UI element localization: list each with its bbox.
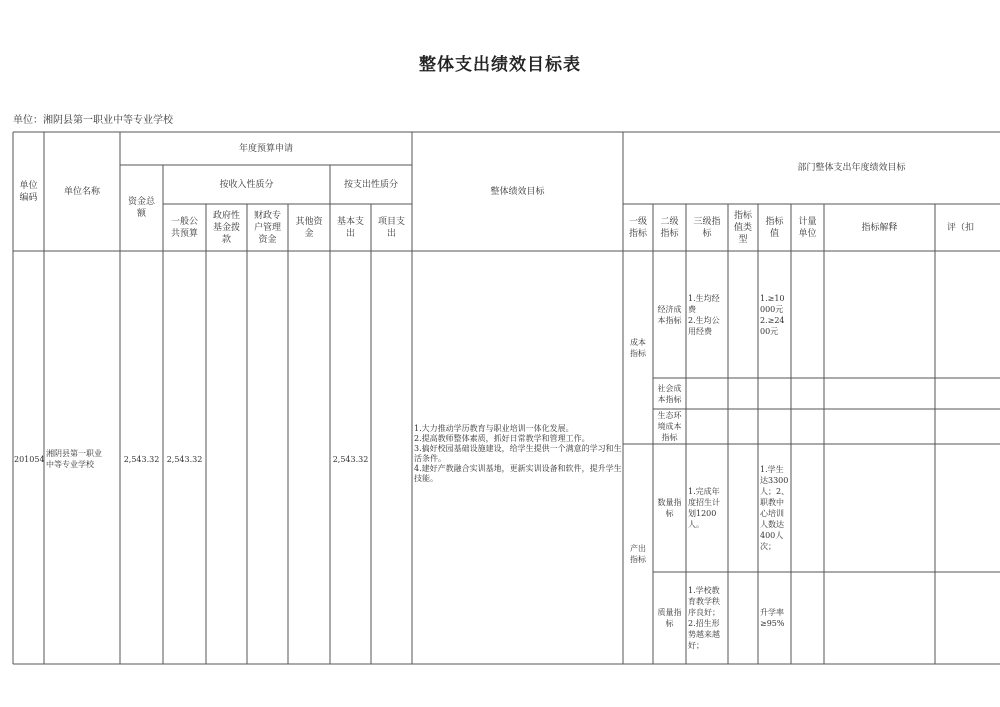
level2-economic-cost: 经济成 本指标 [657,304,682,325]
header-indicator-explain: 指标解释 [861,222,898,233]
header-annual-budget: 年度预算申请 [238,143,293,154]
level3-economic: 1.生均经 费 2.生均公 用经费 [688,293,720,336]
level2-quantity: 数量指 标 [657,498,682,518]
header-by-income: 按收入性质分 [219,179,274,190]
level2-eco-cost: 生态环 境成本 指标 [657,411,682,442]
header-unit-measure: 计量 单位 [798,216,817,239]
header-project-exp: 项目支 出 [377,216,405,239]
header-level2: 二级 指标 [660,216,679,239]
header-indicator-value: 指标 值 [765,216,784,239]
page-title: 整体支出绩效目标表 [419,55,581,75]
level2-social-cost: 社会成 本指标 [657,383,682,404]
row-overall-goal: 1.大力推动学历教育与职业培训一体化发展。 2.提高教师整体素质，抓好日常教学和管理工作。 3.搞好校园基础设施建设，给学生提供一个满意的学习和生活条件。 4.建好产教融合实训基地，更新实训设备和软件，提升学生技能。 [414,424,622,483]
level2-quality: 质量指 标 [657,608,682,628]
value-economic: 1.≥10 000元 2.≥24 00元 [760,293,785,336]
header-unit-name: 单位名称 [63,186,100,197]
level1-output: 产出 指标 [630,544,646,564]
header-level3: 三级指 标 [693,216,721,239]
value-quantity: 1.学生 达3300 人；2、 职教中 心培训 人数达 400人 次； [760,465,790,551]
header-special-fiscal: 财政专 户管理 资金 [253,210,281,245]
header-indicator-type: 指标 值类 型 [733,210,752,245]
header-basic-exp: 基本支 出 [336,216,364,239]
header-other-funds: 其他资 金 [295,216,323,239]
level3-quality: 1.学校教 育教学秩 序良好； 2.招生形 势越来越 好； [688,586,720,650]
value-quality: 升学率 ≥95% [760,608,785,628]
header-gov-fund: 政府性 基金拨 款 [212,210,240,245]
level3-quantity: 1.完成年 度招生计 划1200 人。 [688,487,720,529]
row-unit-name: 湘阴县第一职业 中等专业学校 [46,449,102,469]
unit-line: 单位：湘阴县第一职业中等专业学校 [13,115,173,126]
header-overall-goal: 整体绩效目标 [490,186,545,197]
level1-cost: 成本 指标 [630,337,646,358]
row-general-public: 2,543.32 [166,454,203,464]
header-by-expense: 按支出性质分 [343,179,398,190]
header-evaluation: 评（扣 [947,222,975,233]
header-dept-goal: 部门整体支出年度绩效目标 [797,163,906,173]
row-total-funds: 2,543.32 [123,454,160,464]
header-unit-code: 单位 编码 [19,180,38,203]
header-level1: 一级 指标 [628,216,647,239]
row-basic-exp: 2,543.32 [332,454,369,464]
header-general-public: 一般公 共预算 [170,216,198,239]
row-unit-code: 201054 [14,454,45,464]
header-total-funds: 资金总 额 [127,197,155,219]
